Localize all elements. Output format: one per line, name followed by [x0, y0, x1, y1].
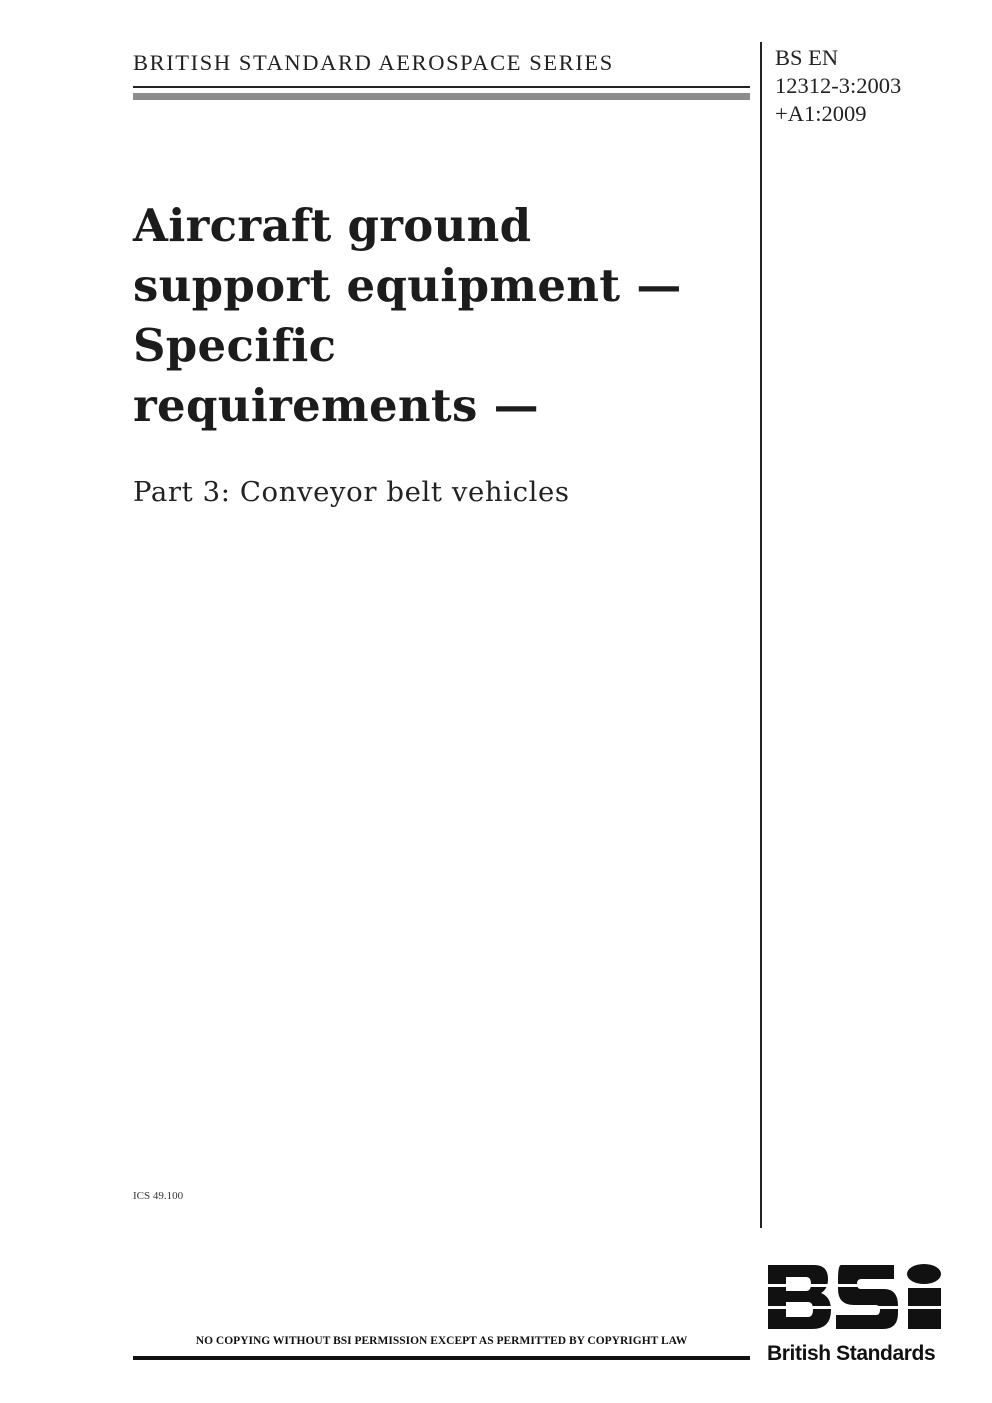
copyright-notice: NO COPYING WITHOUT BSI PERMISSION EXCEPT AS PERMITTED BY COPYRIGHT LAW [195, 1335, 688, 1347]
standard-number-line: +A1:2009 [775, 101, 867, 126]
document-title [133, 196, 743, 436]
standard-number [775, 44, 901, 128]
bsi-logo [766, 1262, 946, 1372]
title-line: requirements — [133, 379, 539, 432]
document-subtitle: Part 3: Conveyor belt vehicles [133, 476, 570, 508]
standard-number-line: 12312-3:2003 [775, 73, 902, 98]
bsi-logo-mark [766, 1262, 944, 1332]
vertical-divider [760, 42, 762, 1228]
header-rule-grey [133, 93, 750, 100]
ics-code: ICS 49.100 [133, 1190, 184, 1202]
title-line: Aircraft ground [133, 199, 532, 252]
title-line: Specific [133, 319, 337, 372]
standard-number-line: BS EN [775, 45, 839, 70]
series-heading: BRITISH STANDARD AEROSPACE SERIES [133, 50, 614, 75]
title-line: support equipment — [133, 259, 682, 312]
footer-rule [133, 1356, 750, 1360]
header-rule-thin [133, 86, 750, 88]
bsi-logo-caption: British Standards [767, 1342, 936, 1365]
